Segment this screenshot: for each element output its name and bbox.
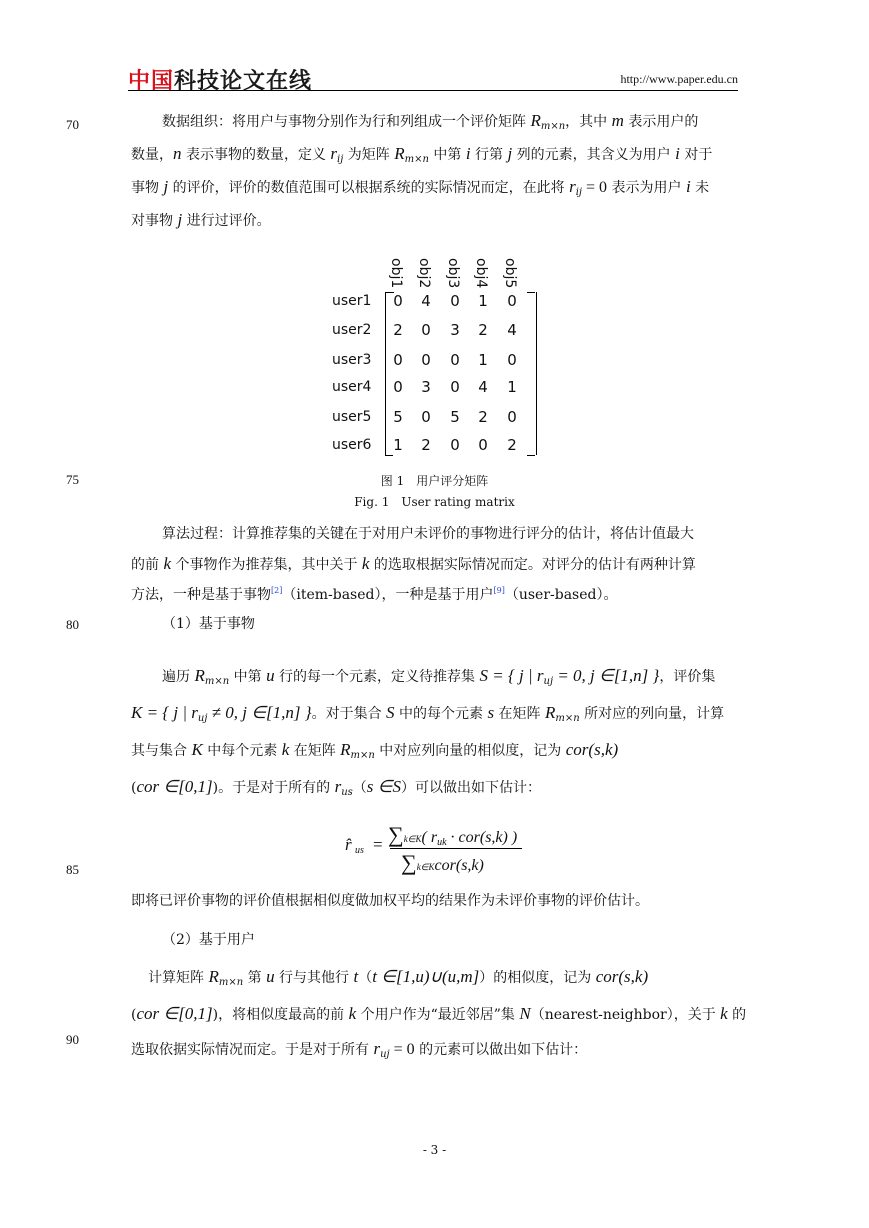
matrix-cell: 0 [450, 378, 460, 396]
line-number-85: 85 [66, 862, 79, 877]
line-number-90: 90 [66, 1032, 79, 1047]
matrix-cell: 3 [450, 321, 460, 339]
matrix-cell: 2 [421, 436, 431, 454]
row-label: user1 [332, 293, 372, 309]
line-number-75: 75 [66, 472, 79, 487]
section-item-based-title: （1）基于事物 [162, 616, 255, 632]
header-rule [128, 90, 738, 91]
matrix-cell: 0 [450, 436, 460, 454]
matrix-cell: 2 [478, 408, 488, 426]
figure-caption-en: Fig. 1 User rating matrix [354, 495, 515, 509]
matrix-cell: 5 [393, 408, 403, 426]
matrix-cell: 2 [507, 436, 517, 454]
matrix-cell: 0 [421, 351, 431, 369]
matrix-cell: 2 [478, 321, 488, 339]
matrix-cell: 1 [393, 436, 403, 454]
line-number-80: 80 [66, 617, 79, 632]
matrix-cell: 1 [507, 378, 517, 396]
matrix-cell: 0 [507, 351, 517, 369]
matrix-cell: 0 [507, 292, 517, 310]
estimation-formula: r̂ us = ∑k∈K( ruk · cor(s,k) ) ∑k∈Kcor(s,k) [343, 817, 543, 877]
row-label: user3 [332, 352, 372, 368]
citation-ref[interactable]: [9] [493, 586, 505, 595]
col-header: obj5 [502, 258, 518, 289]
section-user-based-title: （2）基于用户 [162, 932, 255, 948]
matrix-cell: 0 [393, 378, 403, 396]
matrix-cell: 4 [507, 321, 517, 339]
matrix-cell: 2 [393, 321, 403, 339]
col-header: obj3 [445, 258, 461, 289]
row-label: user4 [332, 379, 372, 395]
matrix-cell: 0 [421, 408, 431, 426]
matrix-bracket [385, 292, 537, 455]
figure-caption-cn: 图 1 用户评分矩阵 [380, 474, 489, 488]
matrix-cell: 0 [421, 321, 431, 339]
matrix-cell: 4 [421, 292, 431, 310]
matrix-cell: 0 [393, 351, 403, 369]
col-header: obj1 [388, 258, 404, 289]
matrix-cell: 0 [393, 292, 403, 310]
col-header: obj2 [416, 258, 432, 289]
logo-dark-part: 科技论文在线 [174, 69, 313, 94]
paragraph-item-based-conclusion: 即将已评价事物的评价值根据相似度做加权平均的结果作为未评价事物的评价估计。 [131, 893, 649, 909]
paragraph-user-based: 计算矩阵 $R_{m\times n}$ 第 u 行与其他行 t（t ∈[1,u)∪(u,m]）的相似度，记为 cor(s,k) (cor ∈[0,1])，将相似度最高的前 k 个用户作为“最近邻居”集 N（nearest-neighbor），关于 k 的 选取依据实际情况而定。于是对于所有 $r_{uj} = 0$ 的元素可以做出如下估计： [131, 967, 747, 1060]
row-label: user5 [332, 409, 372, 425]
matrix-cell: 5 [450, 408, 460, 426]
col-header: obj4 [473, 258, 489, 289]
matrix-cell: 3 [421, 378, 431, 396]
matrix-cell: 0 [478, 436, 488, 454]
matrix-cell: 0 [507, 408, 517, 426]
matrix-cell: 4 [478, 378, 488, 396]
matrix-cell: 1 [478, 292, 488, 310]
row-label: user2 [332, 322, 372, 338]
paragraph-item-based: 遍历 $R_{m\times n}$ 中第 u 行的每一个元素，定义待推荐集 S = { j | $r_{uj} = 0$, j ∈[1,n] }，评价集 K = { j | $r_{uj} \ne 0$, j ∈[1,n] }。对于集合 S 中的每个元素 s 在矩阵 $R_{m\times n}$ 所对应的列向量，计算 其与集合 K 中每个元素 k 在矩阵 $R_{m\times n}$ 中对应列向量的相似度，记为 cor(s,k) (cor ∈[0,1])。于是对于所有的 $r_{us}(s$ ∈S）可以做出如下估计： [131, 666, 725, 798]
header-url: http://www.paper.edu.cn [620, 72, 738, 86]
row-label: user6 [332, 437, 372, 453]
paragraph-data-organization: 数据组织：将用户与事物分别作为行和列组成一个评价矩阵 $R_{m\times n}$，其中 m 表示用户的 数量，n 表示事物的数量，定义 $r_{ij}$ 为矩阵 $R_{m\times n}$ 中第 i 行第 j 列的元素，其含义为用户 i 对于 事物 j 的评价，评价的数值范围可以根据系统的实际情况而定，在此将 $r_{ij} = 0$ 表示为用户 i 未 对事物 j 进行过评价。 [131, 111, 713, 229]
citation-ref[interactable]: [2] [271, 586, 283, 595]
matrix-cell: 1 [478, 351, 488, 369]
logo-red-part: 中国 [128, 69, 175, 94]
line-number-70: 70 [66, 117, 79, 132]
paragraph-algorithm: 算法过程：计算推荐集的关键在于对用户未评价的事物进行评分的估计，将估计值最大 的前 k 个事物作为推荐集，其中关于 k 的选取根据实际情况而定。对评分的估计有两种计算 方法，一种是基于事物[2]（item-based），一种是基于用户[9]（user-based）。 [131, 526, 696, 603]
rating-matrix-figure [330, 248, 540, 463]
matrix-cell: 0 [450, 292, 460, 310]
page-number: - 3 - [422, 1143, 447, 1157]
matrix-cell: 0 [450, 351, 460, 369]
